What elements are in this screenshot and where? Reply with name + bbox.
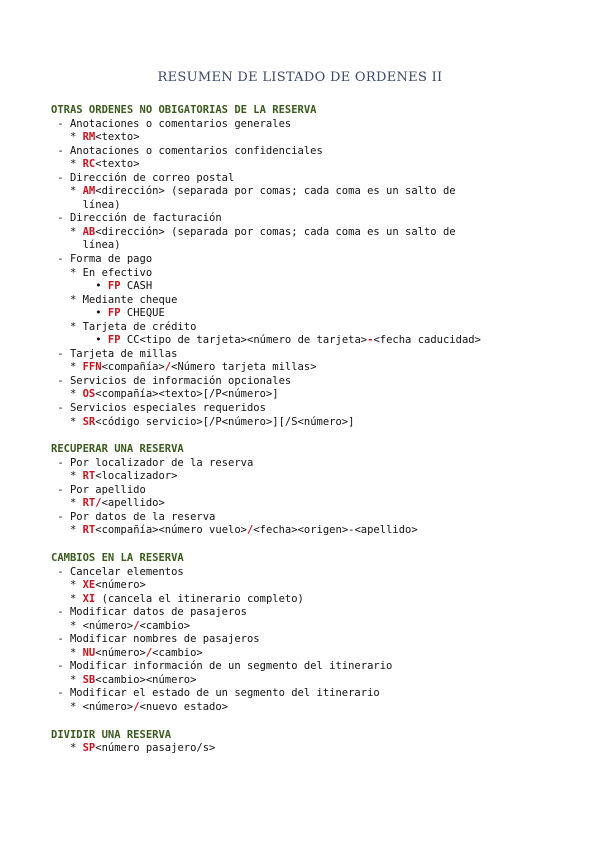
list-item: línea)	[51, 198, 121, 211]
document-body	[51, 104, 596, 756]
command-args: CASH	[120, 280, 153, 293]
command-args: <compañía>	[101, 361, 165, 374]
command-code: SP	[82, 742, 96, 755]
line-prefix: *	[51, 415, 83, 428]
line-prefix: *	[51, 497, 83, 510]
command-code: RC	[82, 158, 96, 171]
list-item: - Anotaciones o comentarios confidenciales	[51, 144, 323, 157]
section-heading: OTRAS ORDENES NO OBIGATORIAS DE LA RESERVA	[51, 104, 317, 116]
command-args: <compañía><texto>[/P<número>]	[95, 388, 279, 401]
list-item: - Por localizador de la reserva	[51, 456, 254, 469]
command-args: <localizador>	[95, 470, 178, 483]
list-item: - Forma de pago	[51, 253, 153, 266]
list-item: - Modificar información de un segmento del itinerario	[51, 660, 393, 673]
command-line	[51, 416, 596, 430]
command-args: <cambio>	[139, 619, 191, 632]
command-code: RM	[82, 131, 96, 144]
command-args: <texto>	[95, 131, 140, 144]
command-args: <apellido>	[101, 497, 165, 510]
command-args: <número pasajero/s>	[95, 742, 216, 755]
command-code: AB	[82, 225, 96, 238]
line-prefix: •	[51, 280, 108, 293]
command-line	[51, 620, 596, 634]
section	[51, 552, 596, 715]
command-line	[51, 701, 596, 715]
command-code: NU	[82, 646, 96, 659]
list-item: * Mediante cheque	[51, 293, 178, 306]
command-args: <número>	[95, 646, 146, 659]
list-item: * Tarjeta de crédito	[51, 320, 197, 333]
command-args: <cambio>	[152, 646, 203, 659]
command-code: FFN	[82, 361, 102, 374]
section	[51, 443, 596, 538]
line-prefix: *	[51, 742, 83, 755]
list-item: - Servicios de información opcionales	[51, 374, 292, 387]
command-code: FP	[107, 334, 121, 347]
command-line	[51, 593, 596, 607]
list-item: - Por datos de la reserva	[51, 510, 216, 523]
command-separator: /	[145, 646, 153, 659]
line-prefix: *	[51, 225, 83, 238]
command-line	[51, 647, 596, 661]
command-args: <nuevo estado>	[139, 700, 229, 713]
list-item: - Modificar nombres de pasajeros	[51, 633, 260, 646]
list-item: - Anotaciones o comentarios generales	[51, 117, 292, 130]
command-code: /	[133, 619, 140, 632]
list-item: - Dirección de correo postal	[51, 171, 235, 184]
command-args: (cancela el itinerario completo)	[95, 592, 304, 605]
line-prefix: *	[51, 524, 83, 537]
line-prefix: *	[51, 646, 83, 659]
command-line	[51, 470, 596, 484]
command-line	[51, 185, 596, 199]
command-args: CHEQUE	[120, 307, 165, 320]
line-prefix: *	[51, 158, 83, 171]
section-heading: DIVIDIR UNA RESERVA	[51, 728, 172, 741]
line-prefix: *	[51, 579, 83, 592]
list-item: - Servicios especiales requeridos	[51, 402, 266, 415]
line-prefix: * <número>	[51, 619, 134, 632]
command-line	[51, 674, 596, 688]
section-heading: CAMBIOS EN LA RESERVA	[51, 551, 184, 564]
section	[51, 729, 596, 756]
command-line	[51, 280, 596, 294]
command-separator: /	[246, 524, 254, 537]
command-line	[51, 361, 596, 375]
command-line	[51, 226, 596, 240]
command-args: <número>	[95, 579, 146, 592]
line-prefix: *	[51, 131, 83, 144]
list-item: - Por apellido	[51, 483, 146, 496]
command-code: XE	[82, 579, 96, 592]
section-heading: RECUPERAR UNA RESERVA	[51, 443, 184, 456]
command-code: AM	[82, 185, 96, 198]
command-args: <dirección> (separada por comas; cada coma es un salto de	[95, 185, 456, 198]
command-line	[51, 388, 596, 402]
command-args: <fecha><origen>-<apellido>	[253, 524, 418, 537]
list-item: - Tarjeta de millas	[51, 347, 178, 360]
command-line	[51, 307, 596, 321]
command-code: RT	[82, 524, 96, 537]
command-code: SR	[82, 415, 96, 428]
section	[51, 104, 596, 429]
page-title: RESUMEN DE LISTADO DE ORDENES II	[157, 70, 443, 85]
command-line	[51, 131, 596, 145]
line-prefix: *	[51, 388, 83, 401]
command-code: RT/	[82, 497, 102, 510]
command-args: <cambio><número>	[95, 673, 197, 686]
command-args: <compañía><número vuelo>	[95, 524, 247, 537]
command-separator: -	[367, 334, 374, 347]
list-item: - Dirección de facturación	[51, 212, 222, 225]
list-item: línea)	[51, 239, 121, 252]
command-args: <dirección> (separada por comas; cada coma es un salto de	[95, 225, 456, 238]
command-code: RT	[82, 470, 96, 483]
command-line	[51, 497, 596, 511]
command-code: /	[133, 700, 140, 713]
command-args: <fecha caducidad>	[373, 334, 481, 347]
command-code: XI	[82, 592, 96, 605]
command-line	[51, 158, 596, 172]
list-item: * En efectivo	[51, 266, 153, 279]
line-prefix: *	[51, 361, 83, 374]
command-args: <Número tarjeta millas>	[171, 361, 317, 374]
command-code: FP	[107, 280, 121, 293]
line-prefix: *	[51, 673, 83, 686]
command-separator: /	[164, 361, 172, 374]
command-code: OS	[82, 388, 96, 401]
line-prefix: * <número>	[51, 700, 134, 713]
command-line	[51, 742, 596, 756]
line-prefix: *	[51, 185, 83, 198]
list-item: - Modificar datos de pasajeros	[51, 606, 247, 619]
command-code: SB	[82, 673, 96, 686]
line-prefix: *	[51, 592, 83, 605]
command-args: CC<tipo de tarjeta><número de tarjeta>	[120, 334, 368, 347]
command-line	[51, 334, 596, 348]
command-args: <texto>	[95, 158, 140, 171]
line-prefix: •	[51, 307, 108, 320]
list-item: - Cancelar elementos	[51, 565, 184, 578]
list-item: - Modificar el estado de un segmento del itinerario	[51, 687, 380, 700]
command-line	[51, 524, 596, 538]
line-prefix: •	[51, 334, 108, 347]
command-code: FP	[107, 307, 121, 320]
command-line	[51, 579, 596, 593]
command-args: <código servicio>[/P<número>][/S<número>]	[95, 415, 355, 428]
line-prefix: *	[51, 470, 83, 483]
